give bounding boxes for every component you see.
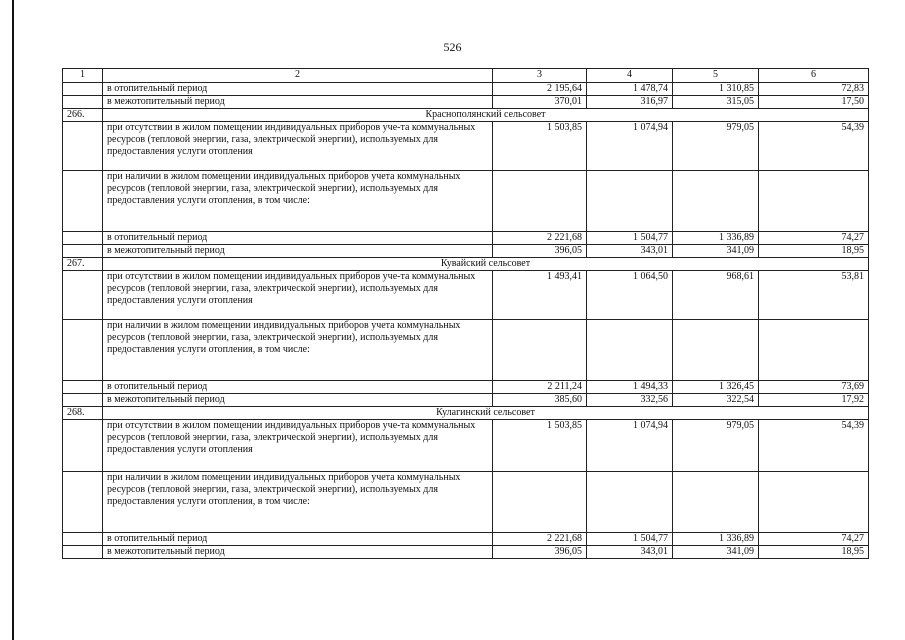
row-label: в межотопительный период	[103, 245, 493, 258]
section-index: 266.	[63, 109, 103, 122]
column-header: 3	[493, 69, 587, 83]
cell-value: 73,69	[759, 381, 869, 394]
cell-value: 332,56	[587, 394, 673, 407]
cell-value: 341,09	[673, 245, 759, 258]
cell-value: 17,50	[759, 96, 869, 109]
table-row	[63, 83, 869, 96]
row-description: при наличии в жилом помещении индивидуальных приборов учета коммунальных ресурсов (тепловой энергии, газа, электрической энергии), используемых для предоставления услуги отопления, в том числе:	[103, 171, 493, 232]
section-header-row	[63, 109, 869, 122]
cell-value: 1 326,45	[673, 381, 759, 394]
table-row	[63, 320, 869, 381]
table-row	[63, 122, 869, 171]
tariff-table	[62, 68, 869, 559]
cell-value: 18,95	[759, 245, 869, 258]
cell-value: 2 211,24	[493, 381, 587, 394]
row-label: в отопительный период	[103, 232, 493, 245]
cell-value: 74,27	[759, 232, 869, 245]
cell-value: 979,05	[673, 122, 759, 171]
table-row	[63, 271, 869, 320]
cell-value: 2 195,64	[493, 83, 587, 96]
cell-value: 72,83	[759, 83, 869, 96]
section-index: 267.	[63, 258, 103, 271]
cell-value: 17,92	[759, 394, 869, 407]
cell-value: 1 503,85	[493, 420, 587, 472]
table-row	[63, 546, 869, 559]
column-header: 5	[673, 69, 759, 83]
cell-value: 1 336,89	[673, 533, 759, 546]
cell-value: 341,09	[673, 546, 759, 559]
cell-value: 2 221,68	[493, 533, 587, 546]
table-row	[63, 420, 869, 472]
column-header-row	[63, 69, 869, 83]
cell-value: 1 503,85	[493, 122, 587, 171]
row-description: при наличии в жилом помещении индивидуальных приборов учета коммунальных ресурсов (тепловой энергии, газа, электрической энергии), используемых для предоставления услуги отопления, в том числе:	[103, 320, 493, 381]
cell-value: 1 064,50	[587, 271, 673, 320]
column-header: 6	[759, 69, 869, 83]
cell-value: 396,05	[493, 546, 587, 559]
cell-value: 343,01	[587, 245, 673, 258]
table-row	[63, 171, 869, 232]
cell-value: 74,27	[759, 533, 869, 546]
row-description: при отсутствии в жилом помещении индивидуальных приборов уче-та коммунальных ресурсов (тепловой энергии, газа, электрической энергии), используемых для предоставления услуги отопления	[103, 420, 493, 472]
cell-value: 315,05	[673, 96, 759, 109]
page-number: 526	[443, 40, 462, 54]
cell-value: 322,54	[673, 394, 759, 407]
cell-value: 2 221,68	[493, 232, 587, 245]
cell-value: 979,05	[673, 420, 759, 472]
table-row	[63, 245, 869, 258]
row-label: в отопительный период	[103, 533, 493, 546]
cell-value: 385,60	[493, 394, 587, 407]
table-row	[63, 472, 869, 533]
column-header: 1	[63, 69, 103, 83]
cell-value: 343,01	[587, 546, 673, 559]
cell-value: 54,39	[759, 420, 869, 472]
table-row	[63, 96, 869, 109]
cell-value: 968,61	[673, 271, 759, 320]
row-label: в отопительный период	[103, 83, 493, 96]
row-description: при отсутствии в жилом помещении индивидуальных приборов уче-та коммунальных ресурсов (тепловой энергии, газа, электрической энергии), используемых для предоставления услуги отопления	[103, 271, 493, 320]
table-row	[63, 394, 869, 407]
cell-value: 316,97	[587, 96, 673, 109]
cell-value: 1 504,77	[587, 232, 673, 245]
table-row	[63, 232, 869, 245]
section-title: Кулагинский сельсовет	[103, 407, 869, 420]
section-title: Краснополянский сельсовет	[103, 109, 869, 122]
cell-value: 1 310,85	[673, 83, 759, 96]
section-header-row	[63, 258, 869, 271]
cell-value: 1 494,33	[587, 381, 673, 394]
table-row	[63, 381, 869, 394]
cell-value: 53,81	[759, 271, 869, 320]
cell-value: 1 493,41	[493, 271, 587, 320]
cell-value: 396,05	[493, 245, 587, 258]
section-index: 268.	[63, 407, 103, 420]
cell-value: 1 478,74	[587, 83, 673, 96]
table-row	[63, 533, 869, 546]
left-margin-rule	[12, 0, 14, 640]
section-header-row	[63, 407, 869, 420]
cell-value: 1 336,89	[673, 232, 759, 245]
row-label: в межотопительный период	[103, 394, 493, 407]
row-description: при наличии в жилом помещении индивидуальных приборов учета коммунальных ресурсов (тепловой энергии, газа, электрической энергии), используемых для предоставления услуги отопления, в том числе:	[103, 472, 493, 533]
section-title: Кувайский сельсовет	[103, 258, 869, 271]
row-description: при отсутствии в жилом помещении индивидуальных приборов уче-та коммунальных ресурсов (тепловой энергии, газа, электрической энергии), используемых для предоставления услуги отопления	[103, 122, 493, 171]
row-label: в межотопительный период	[103, 546, 493, 559]
row-label: в межотопительный период	[103, 96, 493, 109]
cell-value: 1 074,94	[587, 420, 673, 472]
cell-value: 1 074,94	[587, 122, 673, 171]
cell-value: 18,95	[759, 546, 869, 559]
cell-value: 370,01	[493, 96, 587, 109]
column-header: 2	[103, 69, 493, 83]
cell-value: 54,39	[759, 122, 869, 171]
cell-value: 1 504,77	[587, 533, 673, 546]
row-label: в отопительный период	[103, 381, 493, 394]
column-header: 4	[587, 69, 673, 83]
